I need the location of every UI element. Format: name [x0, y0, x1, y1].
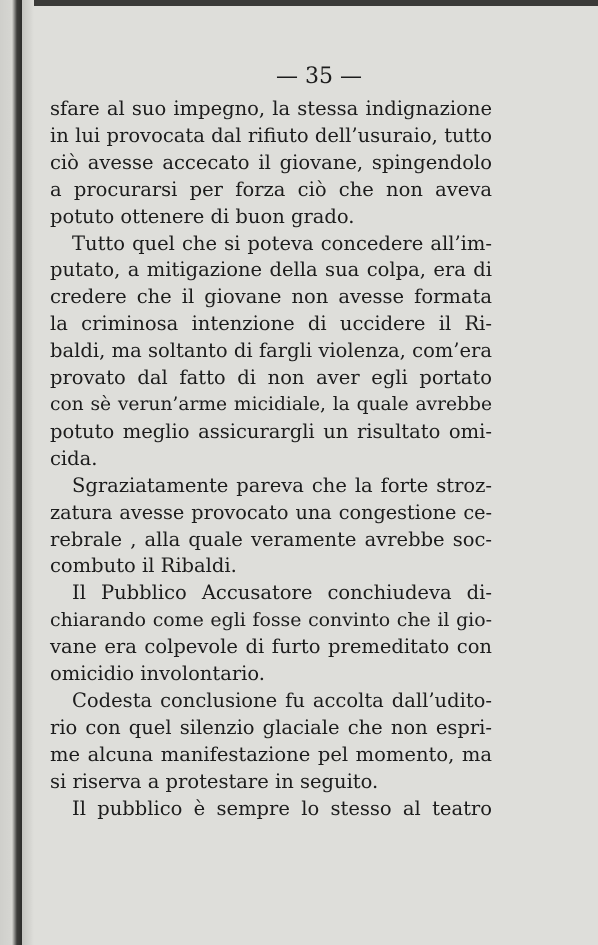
- text-line: putato, a mitigazione della sua colpa, era di: [50, 258, 492, 282]
- text-line: omicidio involontario.: [50, 662, 265, 686]
- text-line: Il Pubblico Accusatore conchiudeva di-: [72, 581, 492, 605]
- text-line: vane era colpevole di furto premeditato con: [50, 635, 492, 659]
- text-line: potuto meglio assicurargli un risultato omi-: [50, 419, 492, 443]
- binding-shadow: [0, 0, 22, 945]
- body-text: [50, 96, 492, 822]
- text-line: la criminosa intenzione di uccidere il Ri-: [50, 312, 492, 336]
- text-line: Tutto quel che si poteva concedere all’im-: [72, 231, 492, 255]
- text-line: rio con quel silenzio glaciale che non espri-: [50, 715, 492, 739]
- text-line: chiarando come egli fosse convinto che il gio-: [50, 609, 492, 632]
- text-line: sfare al suo impegno, la stessa indignazione: [50, 97, 492, 120]
- text-line: provato dal fatto di non aver egli portato: [50, 366, 492, 390]
- page-top-edge: [0, 0, 598, 6]
- text-line: baldi, ma soltanto di fargli violenza, com’era: [50, 339, 492, 363]
- text-line: zatura avesse provocato una congestione ce-: [50, 500, 492, 524]
- page-number: — 35 —: [276, 64, 362, 89]
- text-line: con sè verun’arme micidiale, la quale avrebbe: [50, 393, 492, 415]
- text-line: me alcuna manifestazione pel momento, ma: [50, 742, 492, 766]
- text-line: in lui provocata dal rifiuto dell’usuraio, tutto: [50, 123, 492, 147]
- text-line: si riserva a protestare in seguito.: [50, 769, 379, 793]
- text-line: potuto ottenere di buon grado.: [50, 204, 355, 228]
- text-line: cida.: [50, 446, 98, 470]
- binding-gutter: [22, 0, 34, 945]
- text-line: credere che il giovane non avesse formata: [50, 285, 492, 309]
- text-line: rebrale , alla quale veramente avrebbe soc-: [50, 527, 492, 551]
- text-line: ciò avesse accecato il giovane, spingendolo: [50, 150, 492, 174]
- text-line: Codesta conclusione fu accolta dall’udito-: [72, 688, 492, 712]
- text-line: Il pubblico è sempre lo stesso al teatro: [72, 796, 492, 820]
- text-line: a procurarsi per forza ciò che non aveva: [50, 177, 492, 201]
- text-line: combuto il Ribaldi.: [50, 554, 237, 578]
- text-line: Sgraziatamente pareva che la forte stroz-: [72, 473, 492, 497]
